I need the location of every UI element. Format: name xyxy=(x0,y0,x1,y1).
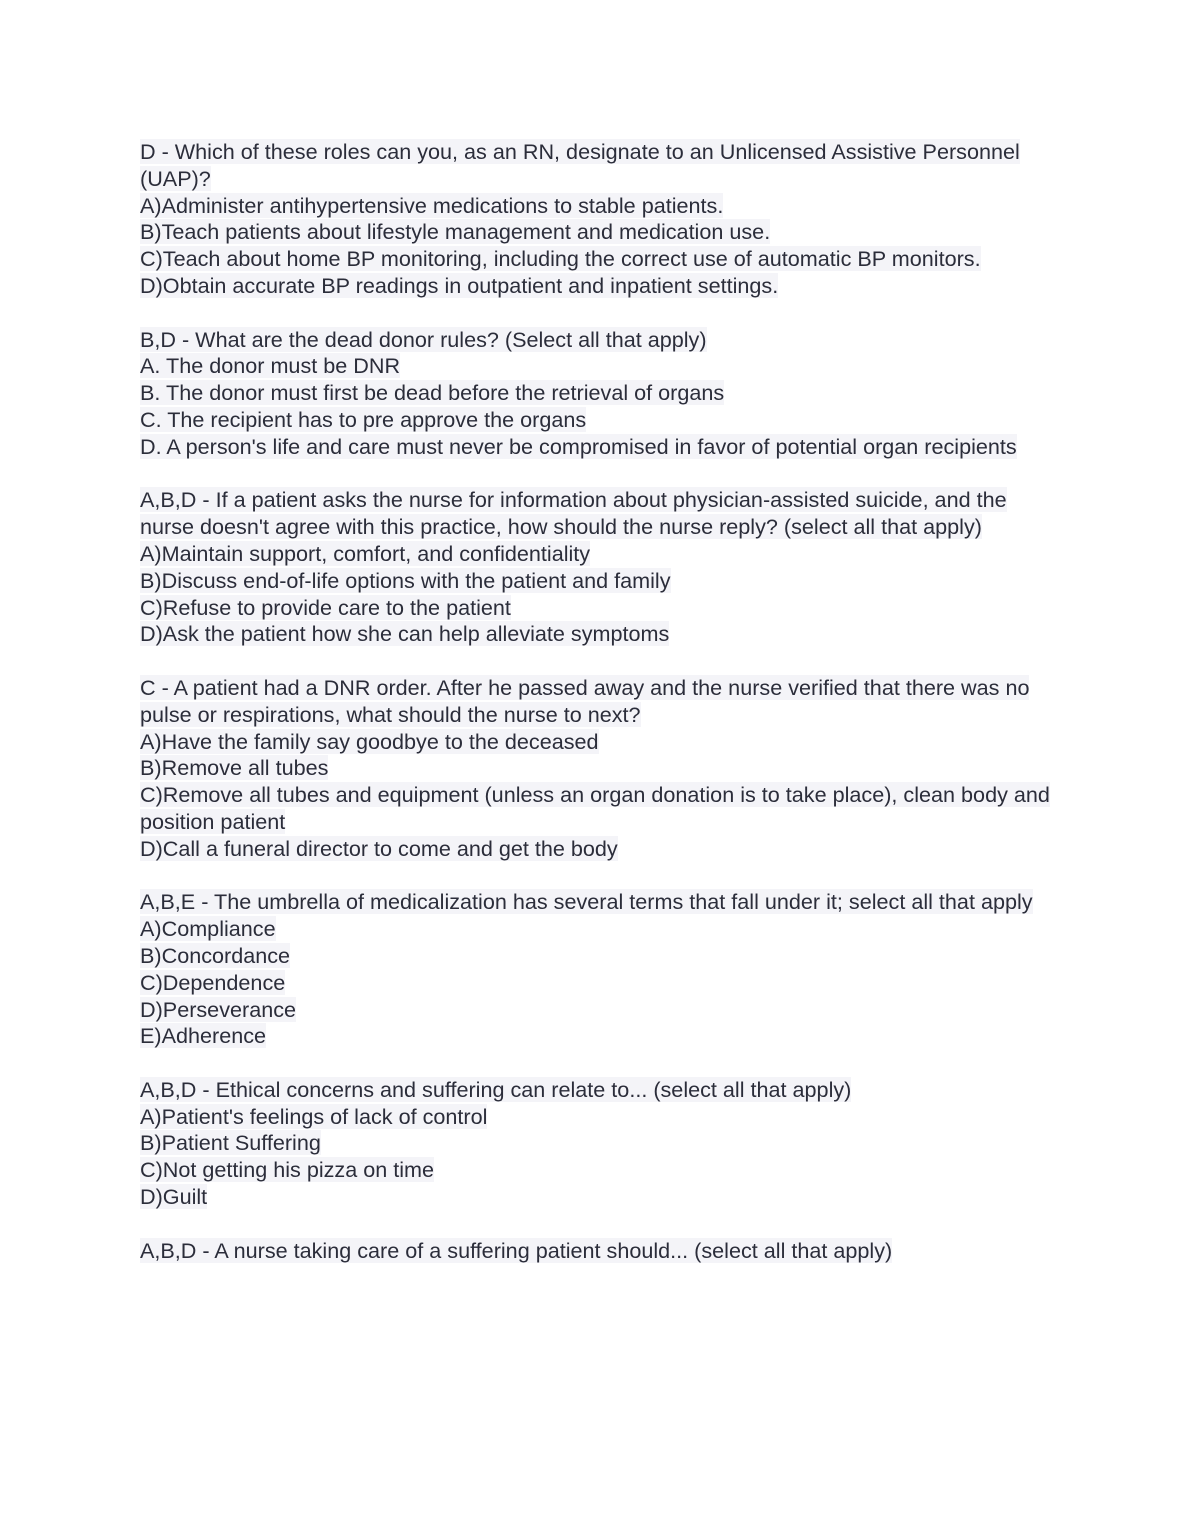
answer-option: D)Obtain accurate BP readings in outpatient and inpatient settings. xyxy=(140,272,779,298)
answer-option: C)Remove all tubes and equipment (unless an organ donation is to take place), clean body and position patient xyxy=(140,782,1050,834)
question-block-2 xyxy=(140,327,1050,461)
answer-option: D)Guilt xyxy=(140,1184,208,1210)
answer-option: B)Concordance xyxy=(140,942,291,968)
document-page xyxy=(140,139,1050,1291)
question-block-3 xyxy=(140,487,1050,648)
question-text: B,D - What are the dead donor rules? (Select all that apply) xyxy=(140,326,707,352)
answer-option: A)Maintain support, comfort, and confidentiality xyxy=(140,540,591,566)
answer-option: D)Ask the patient how she can help alleviate symptoms xyxy=(140,621,670,647)
answer-option: C. The recipient has to pre approve the organs xyxy=(140,406,587,432)
answer-option: B)Discuss end-of-life options with the patient and family xyxy=(140,567,671,593)
answer-option: B)Patient Suffering xyxy=(140,1130,321,1156)
answer-option: A)Have the family say goodbye to the deceased xyxy=(140,728,599,754)
question-text: C - A patient had a DNR order. After he passed away and the nurse verified that there was no pulse or respirations, what should the nurse to next? xyxy=(140,674,1030,727)
answer-option: B. The donor must first be dead before the retrieval of organs xyxy=(140,380,725,406)
question-block-4 xyxy=(140,675,1050,863)
answer-option: D. A person's life and care must never be compromised in favor of potential organ recipients xyxy=(140,433,1017,459)
question-text: A,B,E - The umbrella of medicalization has several terms that fall under it; select all that apply xyxy=(140,889,1033,915)
answer-option: D)Call a funeral director to come and get the body xyxy=(140,835,618,861)
answer-option: A. The donor must be DNR xyxy=(140,353,401,379)
answer-option: C)Not getting his pizza on time xyxy=(140,1157,435,1183)
question-block-1 xyxy=(140,139,1050,300)
answer-option: A)Administer antihypertensive medications to stable patients. xyxy=(140,192,724,218)
question-block-7 xyxy=(140,1238,1050,1265)
question-text: D - Which of these roles can you, as an RN, designate to an Unlicensed Assistive Personnel (UAP)? xyxy=(140,139,1020,191)
question-text: A,B,D - A nurse taking care of a suffering patient should... (select all that apply) xyxy=(140,1237,893,1263)
question-text: A,B,D - If a patient asks the nurse for information about physician-assisted suicide, and the nurse doesn't agree with this practice, how should the nurse reply? (select all that apply) xyxy=(140,487,1007,540)
question-block-5 xyxy=(140,889,1050,1050)
answer-option: D)Perseverance xyxy=(140,996,297,1022)
answer-option: C)Dependence xyxy=(140,969,286,995)
question-block-6 xyxy=(140,1077,1050,1211)
answer-option: B)Teach patients about lifestyle management and medication use. xyxy=(140,219,771,245)
answer-option: B)Remove all tubes xyxy=(140,755,329,781)
answer-option: C)Teach about home BP monitoring, including the correct use of automatic BP monitors. xyxy=(140,246,981,272)
answer-option: C)Refuse to provide care to the patient xyxy=(140,594,511,620)
answer-option: E)Adherence xyxy=(140,1023,267,1049)
answer-option: A)Compliance xyxy=(140,916,276,942)
answer-option: A)Patient's feelings of lack of control xyxy=(140,1103,488,1129)
question-text: A,B,D - Ethical concerns and suffering can relate to... (select all that apply) xyxy=(140,1076,852,1102)
